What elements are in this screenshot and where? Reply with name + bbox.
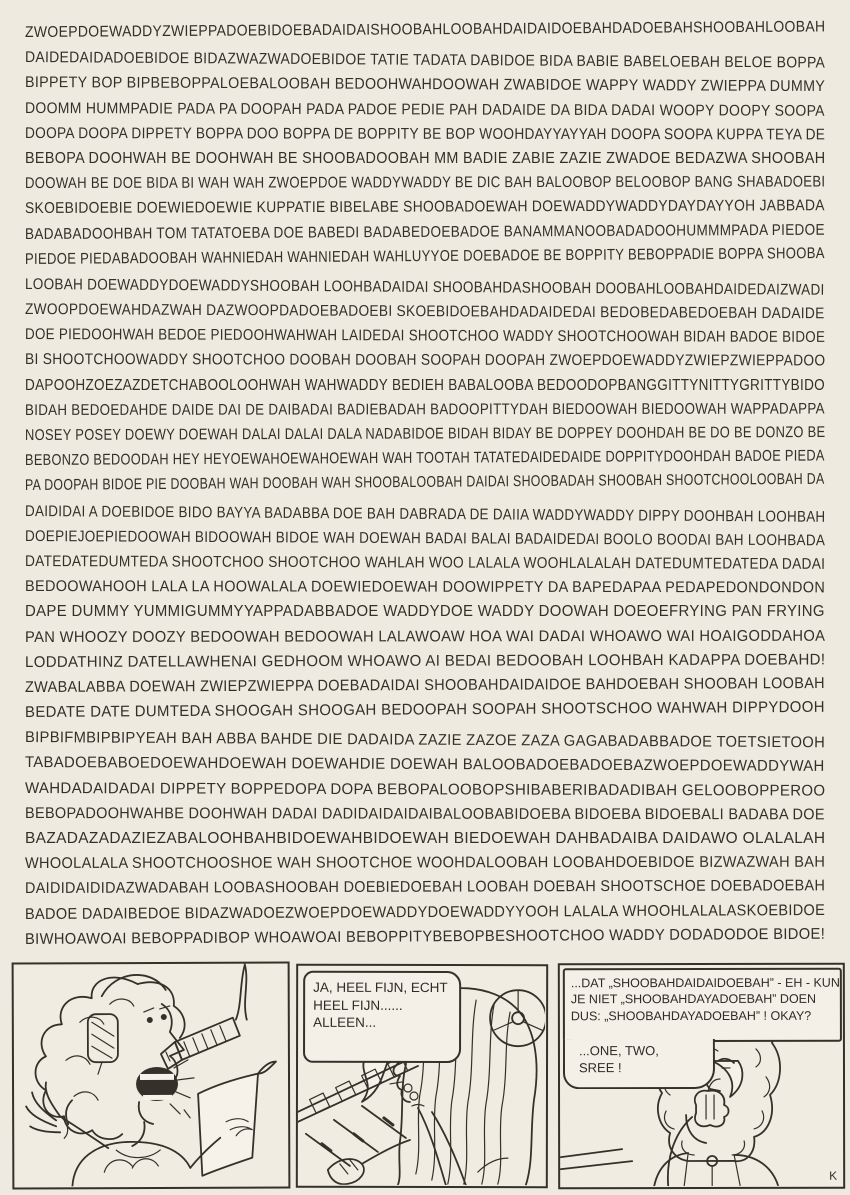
scat-line: BIPPETY BOP BIPBEBOPPALOEBALOOBAH BEDOOHWAHDOOWAH ZWABIDOE WAPPY WADDY ZWIEPPA DUMMY [24,74,826,96]
scat-line: DATEDATEDUMTEDA SHOOTCHOO SHOOTCHOO WAHLAH WOO LALALA WOOHLALALAH DATEDUMTEDATEDA DADAI [24,552,826,573]
scat-line: BEBOPADOOHWAHBE DOOHWAH DADAI DADIDAIDAIDAIBALOOBABIDOEBA BIDOEBA BIDOEBALI BADABA DOE [24,804,825,824]
tape-reel-icon [490,990,545,1046]
scat-line: ZWOEPDOEWADDYZWIEPPADOEBIDOEBADAIDAISHOOBAHLOOBAHDAIDAIDOEBAHDADOEBAHSHOOBAHLOOBAH [24,18,826,41]
scat-line: BADABADOOHBAH TOM TATATOEBA DOE BABEDI BADABEDOEBADOE BANAMMANOOBADADOOHUMMMPADA PIEDOE [24,221,825,243]
lyrics-sheet [190,1062,276,1176]
scat-line: DOE PIEDOOHWAH BEDOE PIEDOOHWAHWAH LAIDEDAI SHOOTCHOO WADDY SHOOTCHOOWAH BIDAH BADOE BIDOE [24,326,826,347]
mic-cable [245,964,247,1020]
headphones-icon [88,975,166,1074]
scat-line: BEDOOWAHOOH LALA LA HOOWALALA DOEWIEDOEWAH DOOWIPPETY DA BAPEDAPAA PEDAPEDONDONDON [24,578,826,597]
engineer-hand [328,1140,410,1185]
scat-line: PA DOOPAH BIDOE PIE DOOBAH WAH DOOBAH WAH SHOOBALOOBAH DAIDAI SHOOBADAH SHOOBAH SHOOTCHOOLOOBAH DA [24,471,825,495]
artist-mark: K [829,1168,838,1183]
scat-line: WHOOLALALA SHOOTCHOOSHOE WAH SHOOTCHOE WOOHDALOOBAH LOOBAHDOEBIDOE BIZWAZWAH BAH [24,853,826,873]
scat-line: DOOMM HUMMPADIE PADA PA DOOPAH PADA PADOE PEDIE PAH DADAIDE DA BIDA DADAI WOOPY DOOPY SOOPA [24,99,825,120]
singer-arm-hand [26,1082,108,1148]
speech-line: JE NIET „SHOOBAHDAYADOEBAH” DOEN [570,992,817,1007]
scat-line: BI SHOOTCHOOWADDY SHOOTCHOO DOOBAH DOOBAH SOOPAH DOOPAH ZWOEPDOEWADDYZWIEPZWIEPPADOO [24,351,826,370]
singer-figure [14,964,288,1187]
speech-line: ...ONE, TWO, [578,1043,659,1059]
scat-line: DAIDIDAIDIDAZWADABAH LOOBASHOOBAH DOEBIEDOEBAH LOOBAH DOEBAH SHOOTSCHOE DOEBADOEBAH [24,877,826,898]
scat-line: PAN WHOOZY DOOZY BEDOOWAH BEDOOWAH LALAWOAW HOA WAI DADAI WHOAWO WAI HOAIGODDAHOA [24,627,826,646]
scat-line: SKOEBIDOEBIE DOEWIEDOEWIE KUPPATIE BIBELABE SHOOBADOEWAH DOEWADDYWADDYDAYDAYYOH JABBADA [24,197,825,218]
panel-singer [12,962,291,1190]
speech-line: ...DAT „SHOOBAHDAIDAIDOEBAH” - EH - KUN [570,975,840,991]
scat-line: PIEDOE PIEDABADOOBAH WAHNIEDAH WAHNIEDAH WAHLUYYOE DOEBADOE BE BOPPITY BEBOPPADIE BOPPA SHOOBA [24,244,825,268]
scat-line: BEDATE DATE DUMTEDA SHOOGAH SHOOGAH BEDOOPAH SOOPAH SHOOTSCHOO WAHWAH DIPPYDOOH [24,698,825,722]
scat-line: LOOBAH DOEWADDYDOEWADDYSHOOBAH LOOHBADAIDAI SHOOBAHDASHOOBAH DOOBAHLOOBAHDAIDEDAIZWADI [24,275,825,299]
speech-line: SREE ! [578,1060,622,1076]
scat-line: BIWHOAWOAI BEBOPPADIBOP WHOAWOAI BEBOPPITYBEBOPBESHOOTCHOO WADDY DODADODOE BIDOE! [24,925,826,948]
scat-line: WAHDADAIDADAI DIPPETY BOPPEDOPA DOPA BEBOPALOOBOPSHIBABERIBADADIBAH GELOOBOPPEROO [24,779,826,800]
scat-line: DAIDEDAIDADOEBIDOE BIDAZWAZWADOEBIDOE TATIE TADATA DABIDOE BIDA BABIE BABELOEBAH BELOE BOPPA [24,49,826,72]
scat-text-block [24,18,827,960]
microphone-icon [161,966,245,1069]
singer-face [136,1004,184,1124]
scat-line: LODDATHINZ DATELLAWHENAI GEDHOOM WHOAWO AI BEDAI BEDOOBAH LOOHBAH KADAPPA DOEBAHD! [24,651,826,671]
scat-line: TABADOEBABOEDOEWAHDOEWAH DOEWAHDIE DOEWAH BALOOBADOEBADOEBAZWOEPDOEWADDYWAH [24,754,825,776]
speech-line: ALLEEN... [313,1014,377,1031]
speech-line: HEEL FIJN...... [313,997,403,1013]
scat-line: BEBONZO BEDOODAH HEY HEYOEWAHOEWAHOEWAH WAH TOOTAH TATATEDAIDEDAIDE DOPPITYDOOHDAH BADOE PIEDA [24,447,825,470]
scat-line: BADOE DADAIBEDOE BIDAZWADOEZWOEPDOEWADDYDOEWADDYYOOH LALALA WHOOHLALALASKOEBIDOE [24,901,826,923]
scat-line: ZWABALABBA DOEWAH ZWIEPZWIEPPA DOEBADAIDAI SHOOBAHDAIDAIDOE BAHDOEBAH SHOOBAH LOOBAH [24,674,825,696]
panel-producer [558,963,845,1190]
scat-line: BAZADAZADAZIEZABALOOHBAHBIDOEWAHBIDOEWAH BIEDOEWAH DAHBADAIBA DAIDAWO OLALALAH [25,830,826,847]
scat-line: BIPBIFMBIPBIPYEAH BAH ABBA BAHDE DIE DADAIDA ZAZIE ZAZOE ZAZA GAGABADABBADOE TOETSIETOOH [24,729,826,752]
panel-engineer [296,964,548,1188]
speech-bubble-engineer [303,971,461,1063]
scat-line: BEBOPA DOOHWAH BE DOOHWAH BE SHOOBADOOBAH MM BADIE ZABIE ZAZIE ZWADOE BEDAZWA SHOOBAH [25,149,826,167]
scat-line: ZWOOPDOEWAHDAZWAH DAZWOOPDADOEBADOEBI SKOEBIDOEBAHDADAIDEDAI BEDOBEDABEDOEBAH DADAIDE [24,301,825,323]
desk-edge [560,1149,632,1169]
scat-line: DOEPIEJOEPIEDOOWAH BIDOOWAH BIDOE WAH DOEWAH BADAI BALAI BADAIDEDAI BOOLO BOODAI BAH LOOHBADA [24,527,826,550]
scat-line: DAIDIDAI A DOEBIDOE BIDO BAYYA BADABBA DOE BAH DABRADA DE DAIIA WADDYWADDY DIPPY DOOHBAH LOOHBAH [24,502,826,526]
scat-line: DOOPA DOOPA DIPPETY BOPPA DOO BOPPA DE BOPPITY BE BOP WOOHDAYYAYYAH DOOPA SOOPA KUPPA TEYA DE [24,124,826,144]
scat-line: DAPE DUMMY YUMMIGUMMYYAPPADABBADOE WADDYDOE WADDY DOOWAH DOEOEFRYING PAN FRYING [25,603,825,621]
speech-line: JA, HEEL FIJN, ECHT [313,979,448,996]
speech-line: DUS: „SHOOBAHDAYADOEBAH” ! OKAY? [570,1008,812,1023]
speech-bubble-count [563,1039,715,1089]
speech-bubble-producer [563,968,842,1042]
scat-line: DAPOOHZOEZAZDETCHABOOLOOHWAH WAHWADDY BEDIEH BABALOOBA BEDOODOPBANGGITTYNITTYGRITTYBIDO [25,376,825,394]
scat-line: DOOWAH BE DOE BIDA BI WAH WAH ZWOEPDOE WADDYWADDY BE DIC BAH BALOOBOP BELOOBOP BANG SHABADOEBI [24,173,826,193]
scat-line: BIDAH BEDOEDAHDE DAIDE DAI DE DAIBADAI BADIEBADAH BADOOPITTYDAH BIEDOOWAH BIEDOOWAH WAPPADAPPA [24,400,825,419]
scat-line: NOSEY POSEY DOEWY DOEWAH DALAI DALAI DALA NADABIDOE BIDAH BIDAY BE DOPPEY DOOHDAH BE DO BE DONZO BE [24,423,826,444]
